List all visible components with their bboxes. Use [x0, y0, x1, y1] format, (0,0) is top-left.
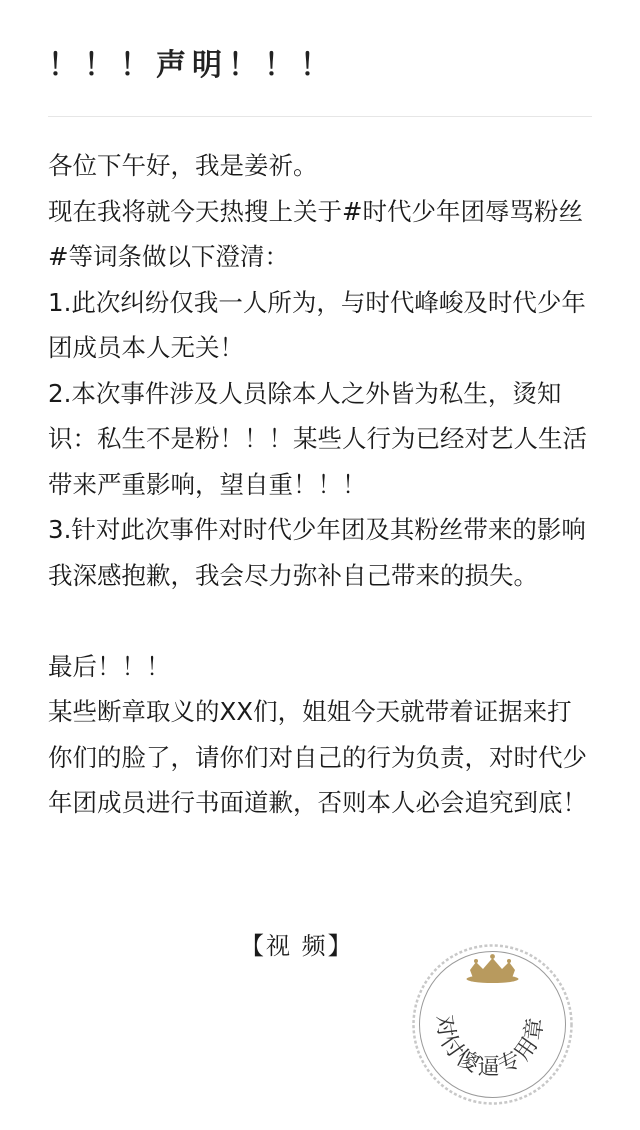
paragraph: 2.本次事件涉及人员除本人之外皆为私生，烫知识：私生不是粉！！！某些人行为已经对艺人生活带来严重影响，望自重！！！ — [48, 378, 587, 499]
paragraph: 现在我将就今天热搜上关于#时代少年团辱骂粉丝#等词条做以下澄清： — [48, 196, 584, 271]
paragraph: 3.针对此次事件对时代少年团及其粉丝带来的影响我深感抱歉，我会尽力弥补自己带来的损失。 — [48, 515, 586, 590]
paragraph: 某些断章取义的XX们，姐姐今天就带着证据来打你们的脸了，请你们对自己的行为负责，对时代少年团成员进行书面道歉，否则本人必会追究到底！ — [48, 697, 587, 817]
paragraph: 最后！！！ — [48, 651, 171, 681]
statement-body — [48, 143, 596, 826]
paragraph: 1.此次纠纷仅我一人所为，与时代峰峻及时代少年团成员本人无关！ — [48, 287, 586, 362]
video-label[interactable]: 【视 频】 — [240, 932, 354, 960]
crown-icon — [467, 954, 519, 983]
page-title: ！！！声明！！！ — [48, 48, 336, 83]
paragraph: 各位下午好，我是姜祈。 — [48, 151, 318, 180]
seal-stamp — [410, 942, 575, 1107]
blank-line — [48, 598, 596, 644]
divider — [48, 116, 592, 117]
seal-text: 对付傻逼专用章 — [430, 1013, 550, 1080]
